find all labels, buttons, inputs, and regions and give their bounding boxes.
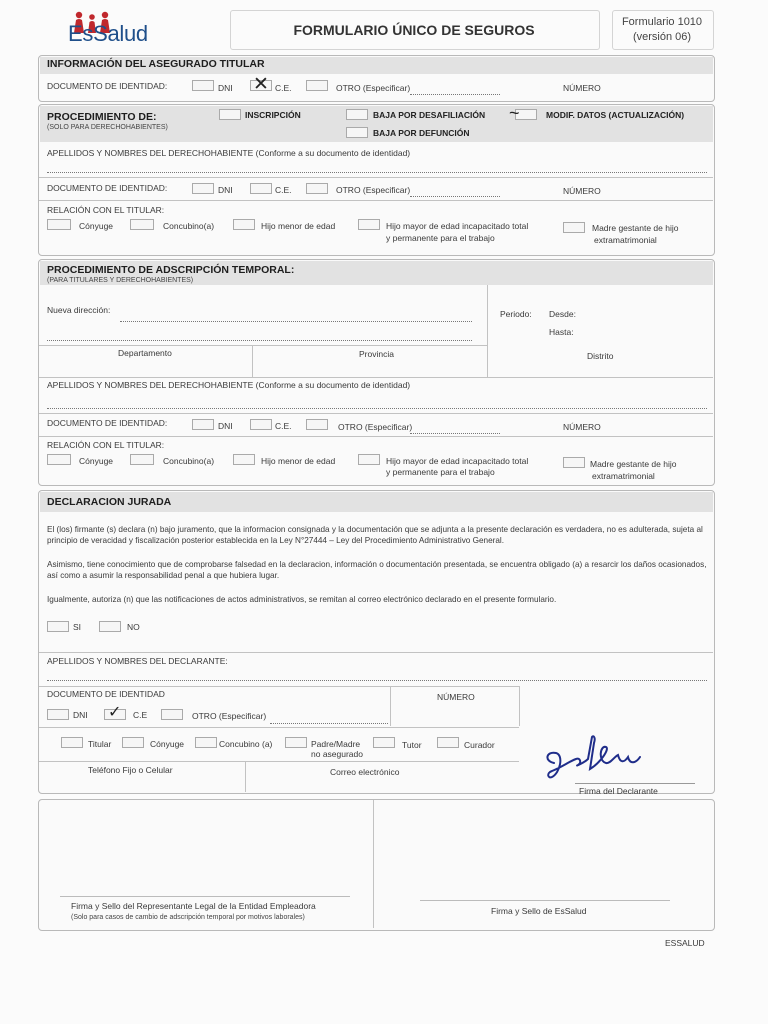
ads-doc-label: DOCUMENTO DE IDENTIDAD:: [47, 418, 168, 428]
proc-otro-checkbox[interactable]: [306, 183, 328, 194]
ads-names-label: APELLIDOS Y NOMBRES DEL DERECHOHABIENTE (Conforme a su documento de identidad): [47, 380, 411, 390]
firma-declarante-label: Firma del Declarante: [579, 786, 658, 796]
declaracion-paragraph-2: Asimismo, tiene conocimiento que de comprobarse falsedad en la declaracion, información o documentación presentada, se encuentra obligado (a) a resarcir los daños ocasionados, así como a asumir la responsabilidad penal a que hubiera lugar.: [47, 560, 707, 580]
baja-defuncion-label: BAJA POR DEFUNCIÓN: [373, 128, 470, 138]
rel-padre-label-2: no asegurado: [311, 749, 363, 759]
no-label: NO: [127, 622, 140, 632]
periodo-label: Periodo:: [500, 309, 532, 319]
firma-essalud-label: Firma y Sello de EsSalud: [491, 906, 587, 916]
proc-hijo-menor-label: Hijo menor de edad: [261, 221, 336, 231]
titular-otro-label: OTRO (Especificar): [336, 83, 411, 93]
ads-ce-checkbox[interactable]: [250, 419, 272, 430]
adscripcion-divider-v2: [252, 345, 253, 377]
titular-otro-field[interactable]: [410, 94, 500, 95]
proc-conyuge-label: Cónyuge: [79, 221, 114, 231]
titular-dni-label: DNI: [218, 83, 233, 93]
declarante-dni-checkbox[interactable]: [47, 709, 69, 720]
declaracion-divider-v: [390, 686, 391, 726]
proc-numero-label: NÚMERO: [563, 186, 601, 196]
ads-hijo-mayor-label-1: Hijo mayor de edad incapacitado total: [386, 456, 529, 466]
procedimiento-title: PROCEDIMIENTO DE:: [47, 111, 157, 123]
rel-padre-checkbox[interactable]: [285, 737, 307, 748]
ads-concubino-checkbox[interactable]: [130, 454, 154, 465]
declarante-names-field[interactable]: [47, 680, 707, 681]
ads-dni-checkbox[interactable]: [192, 419, 214, 430]
proc-ce-label: C.E.: [275, 185, 292, 195]
form-version: (versión 06): [632, 31, 692, 43]
proc-divider-1: [39, 177, 713, 178]
titular-ce-label: C.E.: [275, 83, 292, 93]
hasta-label: Hasta:: [549, 327, 574, 337]
declarante-signature: [540, 733, 650, 783]
proc-madre-label-1: Madre gestante de hijo: [592, 223, 679, 233]
rel-conyuge-label: Cónyuge: [150, 739, 185, 749]
firma-empleadora-note: (Solo para casos de cambio de adscripción temporal por motivos laborales): [71, 914, 305, 921]
titular-otro-checkbox[interactable]: [306, 80, 328, 91]
proc-conyuge-checkbox[interactable]: [47, 219, 71, 230]
no-checkbox[interactable]: [99, 621, 121, 632]
titular-numero-label: NÚMERO: [563, 83, 601, 93]
proc-otro-field[interactable]: [410, 196, 500, 197]
ads-hijo-menor-label: Hijo menor de edad: [261, 456, 336, 466]
ads-relacion-label: RELACIÓN CON EL TITULAR:: [47, 440, 165, 450]
ads-otro-field[interactable]: [410, 433, 500, 434]
ads-hijo-mayor-checkbox[interactable]: [358, 454, 380, 465]
ads-concubino-label: Concubino(a): [163, 456, 215, 466]
ads-names-field[interactable]: [47, 408, 707, 409]
proc-names-label: APELLIDOS Y NOMBRES DEL DERECHOHABIENTE (Conforme a su documento de identidad): [47, 148, 411, 158]
desde-label: Desde:: [549, 309, 576, 319]
ads-conyuge-label: Cónyuge: [79, 456, 114, 466]
proc-madre-checkbox[interactable]: [563, 222, 585, 233]
declarante-otro-label: OTRO (Especificar): [192, 711, 267, 721]
firmas-divider-v: [373, 800, 374, 928]
declarante-names-label: APELLIDOS Y NOMBRES DEL DECLARANTE:: [47, 656, 228, 666]
declarante-otro-field[interactable]: [270, 723, 388, 724]
proc-madre-label-2: extramatrimonial: [594, 235, 657, 245]
rel-curador-checkbox[interactable]: [437, 737, 459, 748]
si-checkbox[interactable]: [47, 621, 69, 632]
ads-numero-label: NÚMERO: [563, 422, 601, 432]
declaracion-divider-3: [39, 727, 519, 728]
direccion-field-1[interactable]: [120, 321, 472, 322]
rel-tutor-label: Tutor: [402, 740, 422, 750]
proc-relacion-label: RELACIÓN CON EL TITULAR:: [47, 205, 165, 215]
proc-divider-2: [39, 200, 713, 201]
titular-title: INFORMACIÓN DEL ASEGURADO TITULAR: [47, 58, 265, 70]
footer-label: ESSALUD: [665, 938, 705, 948]
adscripcion-divider-3: [39, 413, 713, 414]
adscripcion-divider-v: [487, 285, 488, 377]
proc-dni-label: DNI: [218, 185, 233, 195]
ads-dni-label: DNI: [218, 421, 233, 431]
rel-titular-label: Titular: [88, 739, 112, 749]
firma-declarante-line: [575, 783, 695, 784]
ads-conyuge-checkbox[interactable]: [47, 454, 71, 465]
essalud-logo: [68, 12, 203, 46]
declaracion-paragraph-1: El (los) firmante (s) declara (n) bajo juramento, que la informacion consignada y la documentación que se adjunta a la presente declaración es verdadera, no es adulterada, sujeta al principio de veracidad y fiscalización posterior establecida en la Ley N°27444 – Ley del Procedimiento Administrativo General.: [47, 525, 703, 545]
si-label: SI: [73, 622, 82, 632]
departamento-label: Departamento: [118, 348, 172, 358]
declarante-ce-check-mark: ✓: [108, 704, 122, 721]
proc-hijo-mayor-label-2: y permanente para el trabajo: [386, 233, 495, 243]
distrito-label: Distrito: [587, 351, 614, 361]
ads-madre-label-1: Madre gestante de hijo: [590, 459, 677, 469]
titular-dni-checkbox[interactable]: [192, 80, 214, 91]
direccion-label: Nueva dirección:: [47, 305, 111, 315]
inscripcion-checkbox[interactable]: [219, 109, 241, 120]
ads-otro-label: OTRO (Especificar): [338, 422, 413, 432]
ads-madre-label-2: extramatrimonial: [592, 471, 655, 481]
proc-hijo-mayor-checkbox[interactable]: [358, 219, 380, 230]
firmas-section: [38, 799, 715, 931]
ads-ce-label: C.E.: [275, 421, 292, 431]
ads-otro-checkbox[interactable]: [306, 419, 328, 430]
declarante-numero-label: NÚMERO: [437, 692, 475, 702]
form-number: Formulario 1010: [621, 16, 703, 28]
declaracion-paragraph-3: Igualmente, autoriza (n) que las notificaciones de actos administrativos, se remitan al correo electrónico declarado en el presente formulario.: [47, 595, 557, 604]
proc-hijo-mayor-label-1: Hijo mayor de edad incapacitado total: [386, 221, 529, 231]
rel-concubino-checkbox[interactable]: [195, 737, 217, 748]
proc-dni-checkbox[interactable]: [192, 183, 214, 194]
provincia-label: Provincia: [359, 349, 394, 359]
correo-label: Correo electrónico: [330, 767, 400, 777]
adscripcion-divider-2: [39, 377, 713, 378]
proc-hijo-menor-checkbox[interactable]: [233, 219, 255, 230]
declaracion-title: DECLARACION JURADA: [47, 496, 172, 508]
firma-empleadora-label: Firma y Sello del Representante Legal de la Entidad Empleadora: [71, 901, 316, 911]
adscripcion-section: [38, 259, 715, 486]
baja-defuncion-checkbox[interactable]: [346, 127, 368, 138]
proc-names-field[interactable]: [47, 172, 707, 173]
rel-padre-label-1: Padre/Madre: [311, 739, 361, 749]
declaracion-divider-4: [39, 761, 519, 762]
ads-hijo-menor-checkbox[interactable]: [233, 454, 255, 465]
modif-check-mark: ~: [509, 103, 520, 123]
brand-name: EsSalud: [68, 21, 148, 46]
baja-desafiliacion-label: BAJA POR DESAFILIACIÓN: [373, 110, 486, 120]
adscripcion-divider-4: [39, 436, 713, 437]
adscripcion-subtitle: (PARA TITULARES Y DERECHOHABIENTES): [47, 277, 194, 284]
page-title: FORMULARIO ÚNICO DE SEGUROS: [293, 22, 535, 38]
adscripcion-title: PROCEDIMIENTO DE ADSCRIPCIÓN TEMPORAL:: [47, 264, 295, 276]
ads-hijo-mayor-label-2: y permanente para el trabajo: [386, 467, 495, 477]
procedimiento-subtitle: (SOLO PARA DERECHOHABIENTES): [47, 124, 168, 131]
titular-doc-label: DOCUMENTO DE IDENTIDAD:: [47, 81, 168, 91]
declarante-doc-label: DOCUMENTO DE IDENTIDAD: [47, 689, 165, 699]
modif-label: MODIF. DATOS (ACTUALIZACIÓN): [546, 110, 685, 120]
declaracion-divider-2: [39, 686, 519, 687]
ads-madre-checkbox[interactable]: [563, 457, 585, 468]
rel-titular-checkbox[interactable]: [61, 737, 83, 748]
rel-conyuge-checkbox[interactable]: [122, 737, 144, 748]
proc-ce-checkbox[interactable]: [250, 183, 272, 194]
baja-desafiliacion-checkbox[interactable]: [346, 109, 368, 120]
rel-concubino-label: Concubino (a): [219, 739, 273, 749]
declaracion-divider-v2: [519, 686, 520, 726]
adscripcion-divider-1: [39, 345, 488, 346]
firma-empleadora-line: [60, 896, 350, 897]
declarante-ce-label: C.E: [133, 710, 148, 720]
declarante-otro-checkbox[interactable]: [161, 709, 183, 720]
declaracion-divider-v3: [245, 761, 246, 792]
telefono-label: Teléfono Fijo o Celular: [88, 765, 173, 775]
declaracion-divider-1: [39, 652, 713, 653]
titular-ce-check-mark: ✕: [253, 74, 269, 95]
direccion-field-2[interactable]: [47, 340, 472, 341]
proc-concubino-label: Concubino(a): [163, 221, 215, 231]
inscripcion-label: INSCRIPCIÓN: [245, 110, 301, 120]
proc-concubino-checkbox[interactable]: [130, 219, 154, 230]
proc-doc-label: DOCUMENTO DE IDENTIDAD:: [47, 183, 168, 193]
proc-otro-label: OTRO (Especificar): [336, 185, 411, 195]
firma-essalud-line: [420, 900, 670, 901]
rel-tutor-checkbox[interactable]: [373, 737, 395, 748]
rel-curador-label: Curador: [464, 740, 495, 750]
declarante-dni-label: DNI: [73, 710, 88, 720]
